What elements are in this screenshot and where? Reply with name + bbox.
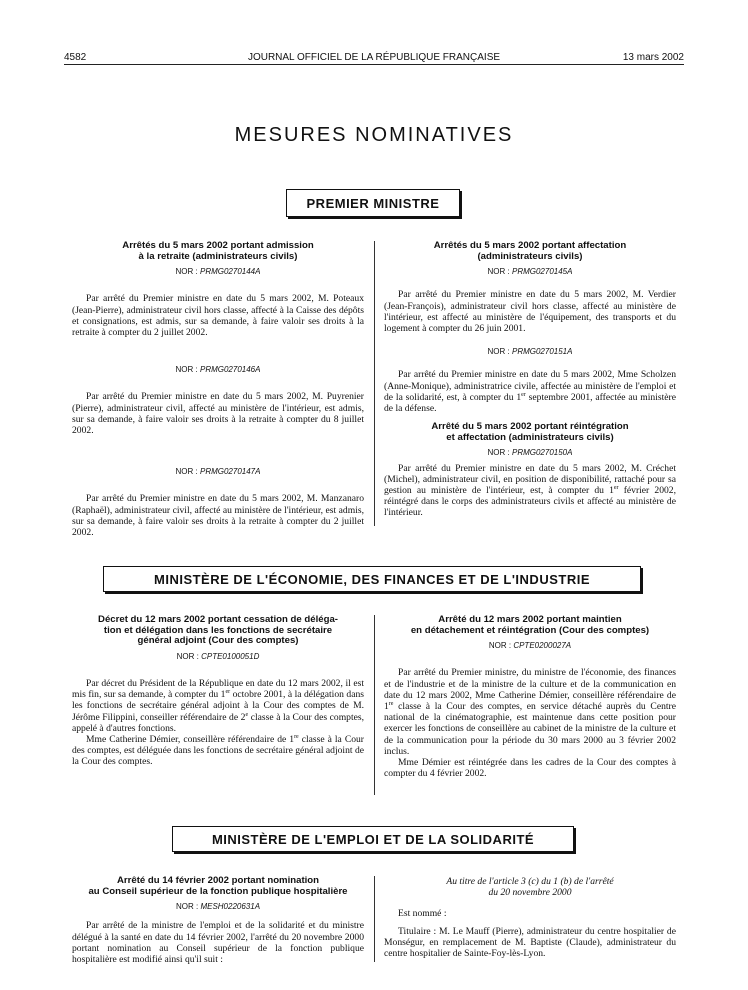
section-title: Arrêté du 14 février 2002 portant nomination au Conseil supérieur de la fonction publique hospitalière — [88, 875, 348, 897]
paragraph: Par arrêté du Premier ministre, du ministre de l'économie, des finances et de l'industrie et de la ministre de la culture et de la communication en date du 12 mars 2002, Mme Catherine Démier, conseillère référendaire de 1re classe à la Cour des comptes, en service détaché auprès du Centre national de la cinématographie, est maintenue dans cette position pour exercer les fonctions de conseillère au cabinet de la ministre de la culture et de la communication pour la période du 30 mars 2000 au 3 février 2002 inclus. — [384, 667, 676, 757]
economie-right-column — [384, 615, 676, 779]
page-number: 4582 — [64, 52, 87, 63]
paragraph: Par arrêté de la ministre de l'emploi et de la solidarité et du ministre délégué à la santé en date du 14 février 2002, l'arrêté du 20 novembre 2000 portant nomination au Conseil supérieur de la fonction publique hospitalière est modifié ainsi qu'il suit : — [72, 920, 364, 965]
emploi-left-column — [72, 876, 364, 965]
nor-reference: NOR : CPTE0200027A — [488, 641, 572, 651]
premier-ministre-right-column — [384, 241, 676, 519]
header-rule — [64, 64, 684, 65]
nor-reference: NOR : PRMG0270151A — [487, 347, 573, 357]
paragraph: Mme Catherine Démier, conseillère référendaire de 1re classe à la Cour des comptes, est déléguée dans les fonctions de secrétaire général adjoint de la Cour des comptes. — [72, 733, 365, 768]
paragraph: Mme Démier est réintégrée dans les cadres de la Cour des comptes à compter du 4 février 2002. — [384, 757, 676, 780]
section-title: Arrêté du 5 mars 2002 portant réintégration et affectation (administrateurs civils) — [431, 421, 629, 443]
section-title: Arrêtés du 5 mars 2002 portant affectation (administrateurs civils) — [433, 240, 627, 262]
economie-left-column — [72, 615, 364, 768]
column-divider — [374, 876, 375, 962]
section-title: Arrêtés du 5 mars 2002 portant admission à la retraite (administrateurs civils) — [122, 240, 314, 262]
paragraph: Est nommé : — [398, 908, 447, 920]
issue-date: 13 mars 2002 — [622, 52, 684, 63]
paragraph: Par décret du Président de la République en date du 12 mars 2002, il est mis fin, sur sa demande, à compter du 1er octobre 2001, à la délégation dans les fonctions de secrétaire général adjoint à la Cour des comptes de M. Jérôme Filippini, conseiller référendaire de 2e classe à la Cour des comptes, appelé à d'autres fonctions. — [72, 677, 365, 734]
paragraph: Par arrêté du Premier ministre en date du 5 mars 2002, M. Verdier (Jean-François), administrateur civil hors classe, affecté au ministère de l'intérieur, est affecté au ministère de l'équipement, des transports et du logement à compter du 26 juin 2001. — [384, 289, 676, 334]
section-heading-premier-ministre: PREMIER MINISTRE — [286, 189, 460, 217]
nor-reference: NOR : PRMG0270150A — [487, 448, 573, 458]
nor-reference: NOR : PRMG0270145A — [487, 267, 573, 277]
column-divider — [374, 241, 375, 526]
paragraph: Par arrêté du Premier ministre en date du 5 mars 2002, M. Créchet (Michel), administrateur civil, en position de disponibilité, rattaché pour sa gestion au ministère de l'intérieur, est, à compter du 1er février 2002, réintégré dans le corps des administrateurs civils et affecté au ministère de l'intérieur. — [384, 462, 676, 519]
paragraph: Par arrêté du Premier ministre en date du 5 mars 2002, M. Puyrenier (Pierre), administrateur civil, affecté au ministère de l'intérieur, est admis, sur sa demande, à faire valoir ses droits à la retraite à compter du 8 juillet 2002. — [72, 391, 364, 437]
emploi-right-column — [384, 876, 676, 959]
nor-reference: NOR : CPTE0100051D — [176, 651, 260, 661]
section-title: Décret du 12 mars 2002 portant cessation de déléga- tion et délégation dans les fonctions de secrétaire général adjoint (Cour des comptes) — [98, 614, 338, 647]
premier-ministre-left-column — [72, 241, 364, 538]
column-divider — [374, 615, 375, 795]
nor-reference: NOR : PRMG0270144A — [175, 267, 261, 277]
section-title: Arrêté du 12 mars 2002 portant maintien en détachement et réintégration (Cour des comptes) — [410, 614, 650, 636]
journal-title: JOURNAL OFFICIEL DE LA RÉPUBLIQUE FRANÇAISE — [247, 52, 501, 63]
page-title: MESURES NOMINATIVES — [234, 124, 514, 146]
nor-reference: NOR : PRMG0270146A — [175, 365, 261, 375]
article-reference: Au titre de l'article 3 (c) du 1 (b) de l'arrêté du 20 novembre 2000 — [446, 876, 614, 899]
section-heading-economie: MINISTÈRE DE L'ÉCONOMIE, DES FINANCES ET DE L'INDUSTRIE — [103, 566, 641, 592]
section-heading-emploi: MINISTÈRE DE L'EMPLOI ET DE LA SOLIDARITÉ — [172, 826, 574, 852]
nor-reference: NOR : PRMG0270147A — [175, 467, 261, 477]
paragraph: Par arrêté du Premier ministre en date du 5 mars 2002, M. Manzanaro (Raphaël), administrateur civil, affecté au ministère de l'intérieur, est admis, sur sa demande, à faire valoir ses droits à la retraite à compter du 2 juillet 2002. — [72, 493, 364, 539]
paragraph: Par arrêté du Premier ministre en date du 5 mars 2002, Mme Scholzen (Anne-Monique), administratrice civile, affectée au ministère de l'emploi et de la solidarité, est, à compter du 1er septembre 2001, affectée au ministère de la défense. — [384, 369, 676, 415]
paragraph: Par arrêté du Premier ministre en date du 5 mars 2002, M. Poteaux (Jean-Pierre), administrateur civil hors classe, affecté à la Caisse des dépôts et consignations, est admis, sur sa demande, à faire valoir ses droits à la retraite à compter du 2 juillet 2002. — [72, 293, 364, 338]
paragraph: Titulaire : M. Le Mauff (Pierre), administrateur du centre hospitalier de Monségur, en remplacement de M. Baptiste (Claude), administrateur du centre hospitalier de Sainte-Foy-lès-Lyon. — [384, 925, 676, 960]
nor-reference: NOR : MESH0220631A — [175, 902, 261, 912]
